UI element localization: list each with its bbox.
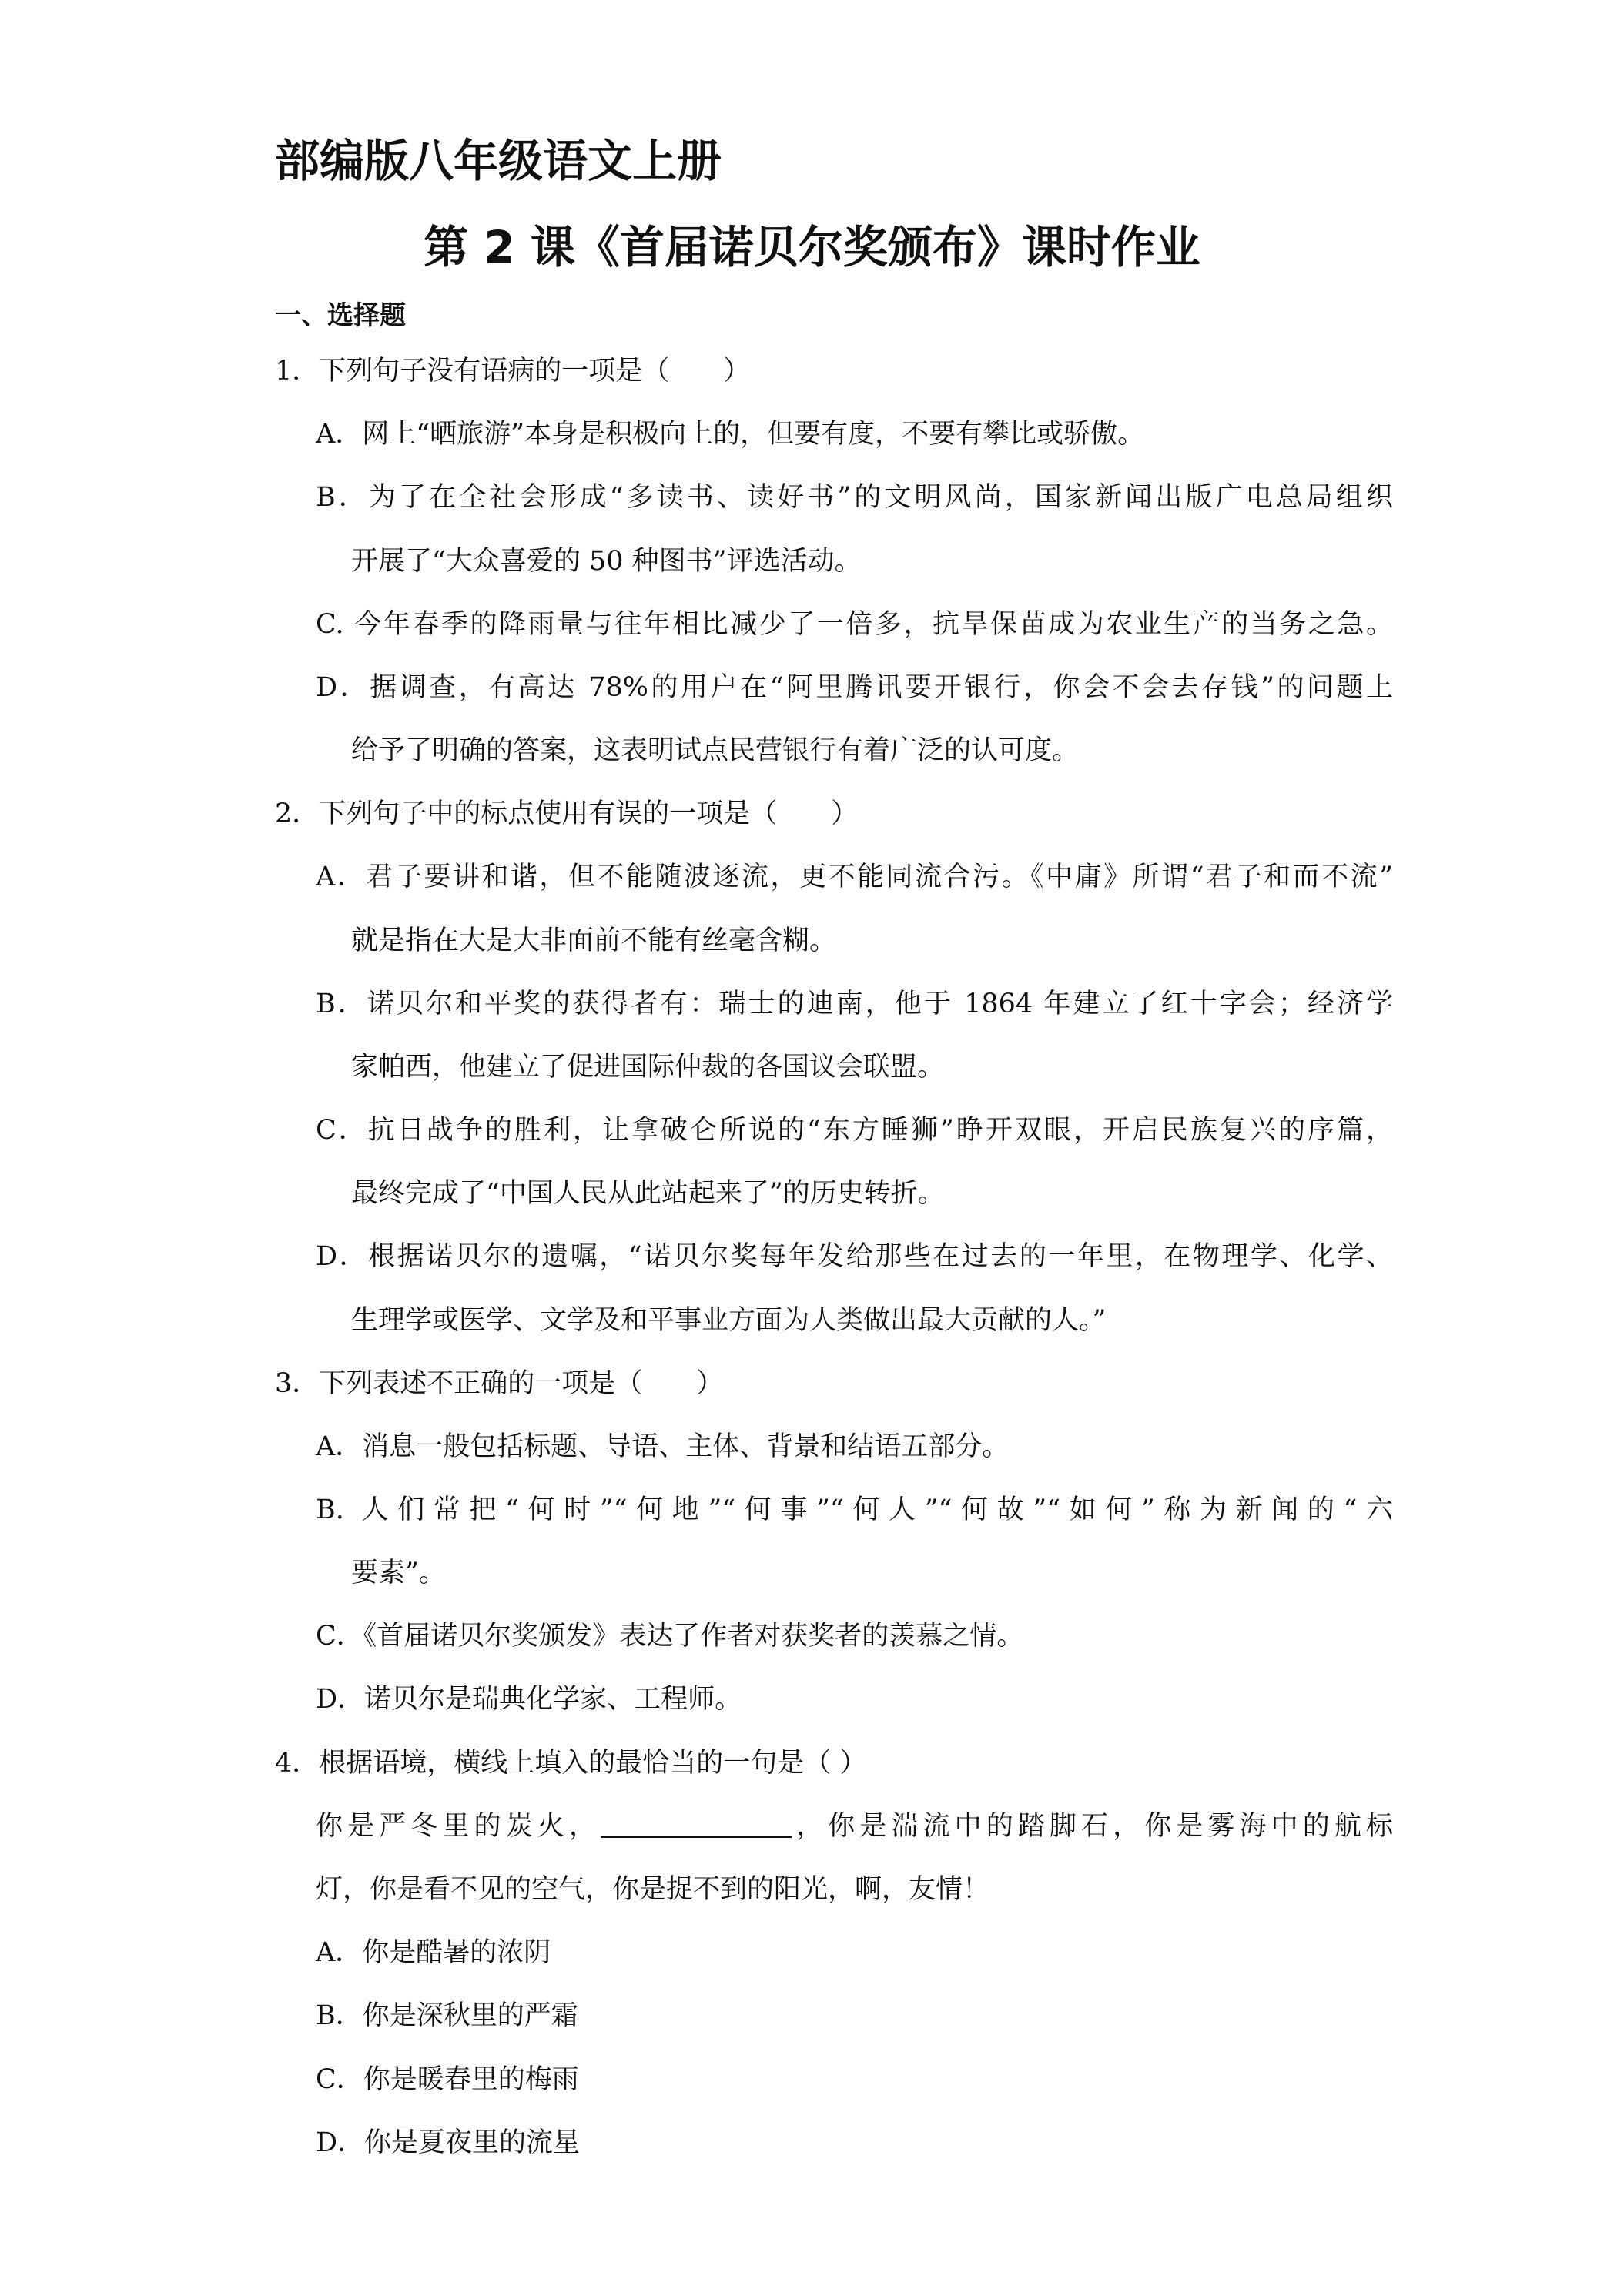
- question-4-option-a: A．你是酷暑的浓阴: [316, 1937, 551, 1968]
- question-2-option-d-line-2: 生理学或医学、文学及和平事业方面为人类做出最大贡献的人。”: [351, 1305, 1107, 1336]
- question-3-option-a: A．消息一般包括标题、导语、主体、背景和结语五部分。: [316, 1431, 1010, 1462]
- question-2-stem: 2．下列句子中的标点使用有误的一项是（ ）: [275, 798, 859, 829]
- question-3-option-b-line-1: B. 人们常把“何时”“何地”“何事”“何人”“何故”“如何”称为新闻的“六: [316, 1494, 1393, 1525]
- question-4-stem: 4．根据语境，横线上填入的最恰当的一句是（ ）: [275, 1748, 867, 1779]
- question-4-passage-line-1: [316, 1813, 1393, 1840]
- question-2-option-d-line-1: D．根据诺贝尔的遗嘱，“诺贝尔奖每年发给那些在过去的一年里，在物理学、化学、: [316, 1241, 1393, 1272]
- series-title: 部编版八年级语文上册: [275, 135, 722, 187]
- question-4-option-c: C．你是暖春里的梅雨: [316, 2064, 579, 2095]
- question-2-option-b-line-1: B．诺贝尔和平奖的获得者有：瑞士的迪南，他于 1864 年建立了红十字会；经济学: [316, 989, 1393, 1019]
- question-2-option-a-line-2: 就是指在大是大非面前不能有丝毫含糊。: [351, 925, 837, 956]
- question-1-option-d-line-2: 给予了明确的答案，这表明试点民营银行有着广泛的认可度。: [351, 735, 1080, 766]
- question-1-option-d-line-1: D．据调查，有高达 78%的用户在“阿里腾讯要开银行，你会不会去存钱”的问题上: [316, 672, 1393, 703]
- question-1-option-b-line-2: 开展了“大众喜爱的 50 种图书”评选活动。: [351, 546, 862, 577]
- question-1-option-a: A．网上“晒旅游”本身是积极向上的，但要有度，不要有攀比或骄傲。: [316, 419, 1145, 450]
- question-2-option-c-line-1: C．抗日战争的胜利，让拿破仑所说的“东方睡狮”睁开双眼，开启民族复兴的序篇，: [316, 1115, 1393, 1146]
- question-3-option-c: C．《首届诺贝尔奖颁发》表达了作者对获奖者的羡慕之情。: [316, 1621, 1024, 1652]
- passage-text-after-blank: ，你是湍流中的踏脚石，你是雾海中的航标: [791, 1811, 1393, 1842]
- question-3-stem: 3．下列表述不正确的一项是（ ）: [275, 1368, 724, 1399]
- question-2-option-b-line-2: 家帕西，他建立了促进国际仲裁的各国议会联盟。: [351, 1052, 945, 1083]
- question-4-passage-line-2: 灯，你是看不见的空气，你是捉不到的阳光，啊，友情！: [316, 1874, 990, 1905]
- question-1-option-b-line-1: B．为了在全社会形成“多读书、读好书”的文明风尚，国家新闻出版广电总局组织: [316, 482, 1393, 513]
- lesson-title: 第 2 课《首届诺贝尔奖颁布》课时作业: [424, 221, 1200, 273]
- question-2-option-a-line-1: A．君子要讲和谐，但不能随波逐流，更不能同流合污。《中庸》所谓“君子和而不流”: [316, 862, 1393, 892]
- question-1-option-c: C. 今年春季的降雨量与往年相比减少了一倍多，抗旱保苗成为农业生产的当务之急。: [316, 609, 1393, 640]
- question-1-stem: 1．下列句子没有语病的一项是（ ）: [275, 356, 751, 387]
- fill-in-blank: [601, 1813, 792, 1838]
- question-3-option-b-line-2: 要素”。: [351, 1558, 446, 1588]
- question-3-option-d: D．诺贝尔是瑞典化学家、工程师。: [316, 1684, 742, 1715]
- passage-text-before-blank: 你是严冬里的炭火，: [316, 1811, 601, 1842]
- section-heading: 一、选择题: [275, 300, 406, 331]
- question-4-option-d: D．你是夏夜里的流星: [316, 2127, 581, 2158]
- question-4-option-b: B．你是深秋里的严霜: [316, 2000, 578, 2031]
- question-2-option-c-line-2: 最终完成了“中国人民从此站起来了”的历史转折。: [351, 1178, 945, 1209]
